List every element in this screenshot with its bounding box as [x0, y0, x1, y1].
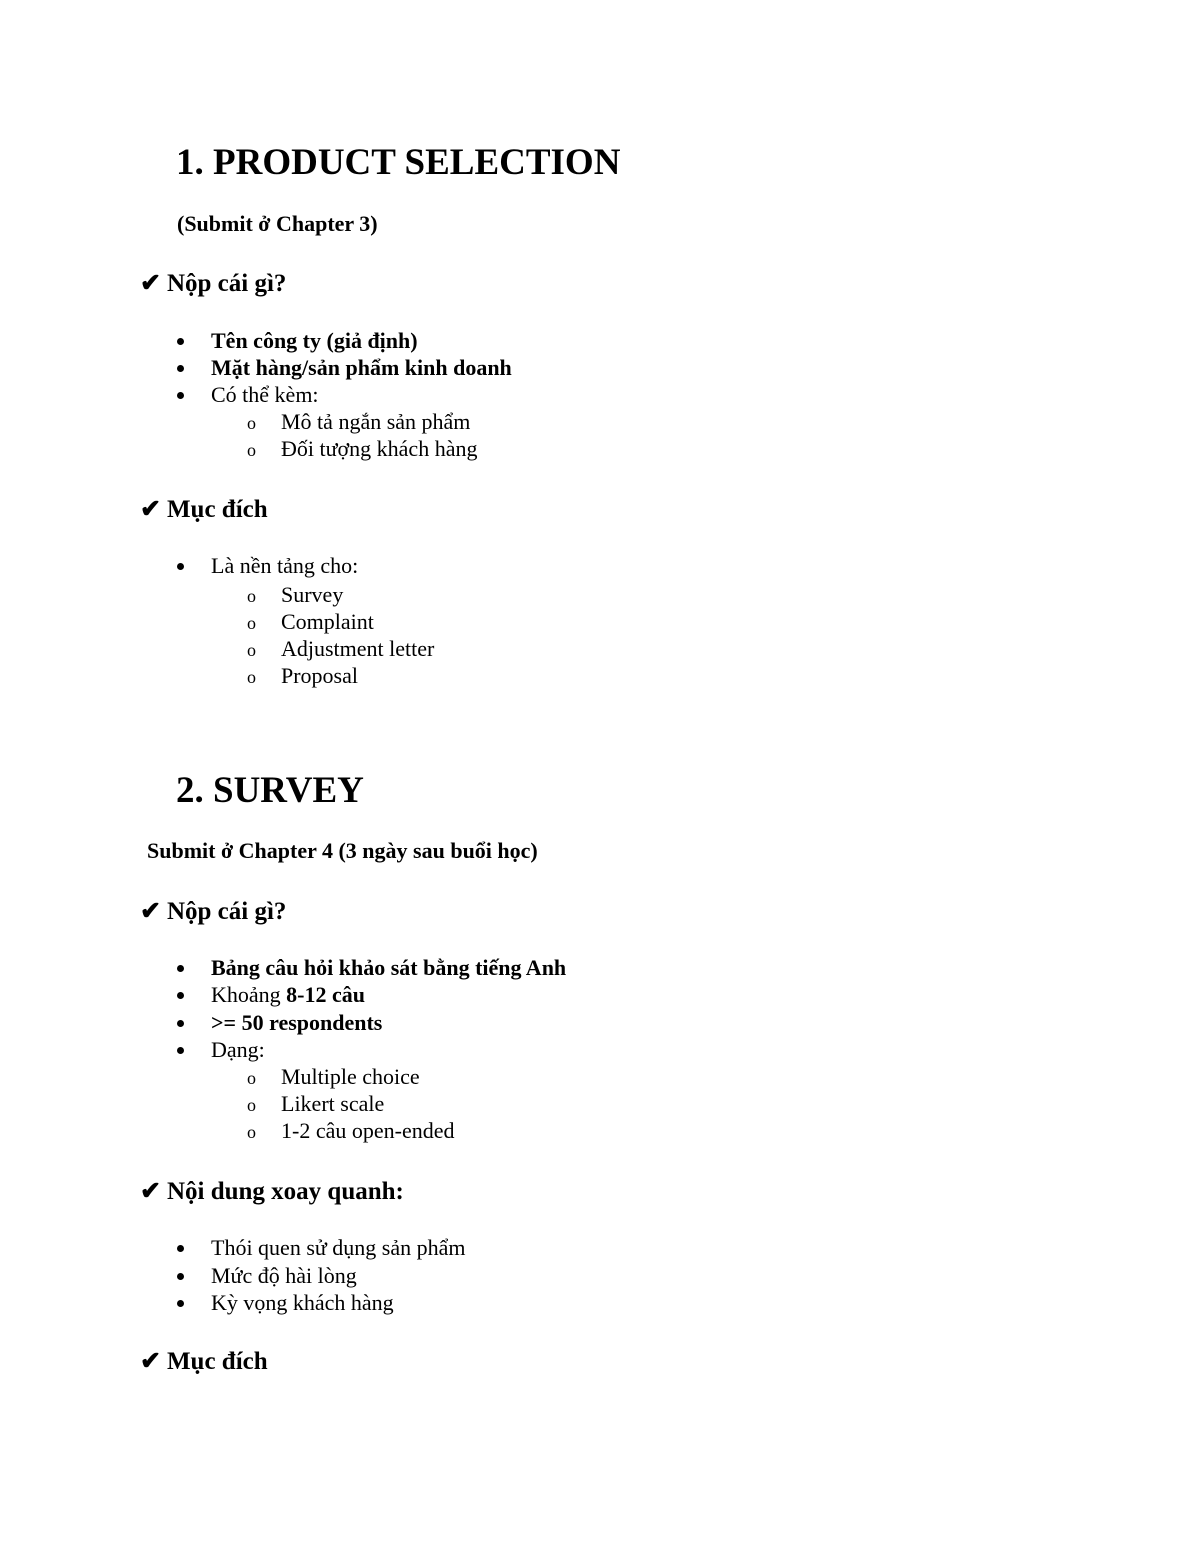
bullet-icon [177, 1047, 184, 1054]
section-2-purpose-heading [140, 1349, 268, 1374]
list-item: Là nền tảng cho: [211, 553, 359, 578]
heading-label: Nộp cái gì? [166, 898, 287, 925]
bullet-icon [177, 338, 184, 345]
bullet-icon [177, 365, 184, 372]
sub-list-item: Adjustment letter [281, 636, 435, 661]
circle-bullet-icon: o [247, 586, 256, 606]
checkmark-icon: ✔ [140, 1348, 161, 1375]
section-2-submit-note: Submit ở Chapter 4 (3 ngày sau buổi học) [147, 838, 538, 863]
section-1-what-heading [140, 271, 286, 296]
list-item: Dạng: [211, 1037, 265, 1062]
section-1-submit-note: (Submit ở Chapter 3) [177, 211, 378, 236]
sub-list-item: Survey [281, 582, 344, 607]
circle-bullet-icon: o [247, 1068, 256, 1088]
bullet-icon [177, 1020, 184, 1027]
circle-bullet-icon: o [247, 1095, 256, 1115]
bullet-icon [177, 992, 184, 999]
section-1-purpose-heading [140, 497, 268, 522]
circle-bullet-icon: o [247, 640, 256, 660]
circle-bullet-icon: o [247, 440, 256, 460]
sub-list-item: Likert scale [281, 1091, 385, 1116]
section-2-title: 2. SURVEY [176, 770, 364, 811]
bullet-icon [177, 563, 184, 570]
checkmark-icon: ✔ [140, 898, 161, 925]
circle-bullet-icon: o [247, 667, 256, 687]
checkmark-icon: ✔ [140, 270, 161, 297]
sub-list-item: Complaint [281, 609, 374, 634]
sub-list-item: Proposal [281, 663, 358, 688]
sub-list-item: Mô tả ngắn sản phẩm [281, 409, 471, 434]
list-item: Mặt hàng/sản phẩm kinh doanh [211, 355, 512, 380]
bullet-icon [177, 1300, 184, 1307]
heading-label: Mục đích [166, 496, 268, 523]
list-item: Bảng câu hỏi khảo sát bằng tiếng Anh [211, 955, 567, 980]
list-item: >= 50 respondents [211, 1010, 383, 1035]
list-item-emphasis: 8-12 câu [286, 982, 365, 1007]
list-item: Kỳ vọng khách hàng [211, 1290, 394, 1315]
section-2-content-heading [140, 1179, 404, 1204]
section-1-title: 1. PRODUCT SELECTION [176, 142, 621, 183]
bullet-icon [177, 965, 184, 972]
bullet-icon [177, 1273, 184, 1280]
list-item-text: Khoảng [211, 982, 287, 1007]
section-2-what-heading [140, 899, 286, 924]
bullet-icon [177, 392, 184, 399]
checkmark-icon: ✔ [140, 1178, 161, 1205]
sub-list-item: Đối tượng khách hàng [281, 436, 478, 461]
list-item: Thói quen sử dụng sản phẩm [211, 1235, 466, 1260]
heading-label: Mục đích [166, 1348, 268, 1375]
checkmark-icon: ✔ [140, 496, 161, 523]
heading-label: Nội dung xoay quanh: [166, 1178, 404, 1205]
circle-bullet-icon: o [247, 1122, 256, 1142]
list-item: Mức độ hài lòng [211, 1263, 357, 1288]
list-item: Có thể kèm: [211, 382, 319, 407]
bullet-icon [177, 1245, 184, 1252]
list-item [211, 984, 365, 1006]
sub-list-item: 1-2 câu open-ended [281, 1118, 455, 1143]
circle-bullet-icon: o [247, 413, 256, 433]
heading-label: Nộp cái gì? [166, 270, 287, 297]
list-item: Tên công ty (giả định) [211, 328, 418, 353]
sub-list-item: Multiple choice [281, 1064, 420, 1089]
circle-bullet-icon: o [247, 613, 256, 633]
